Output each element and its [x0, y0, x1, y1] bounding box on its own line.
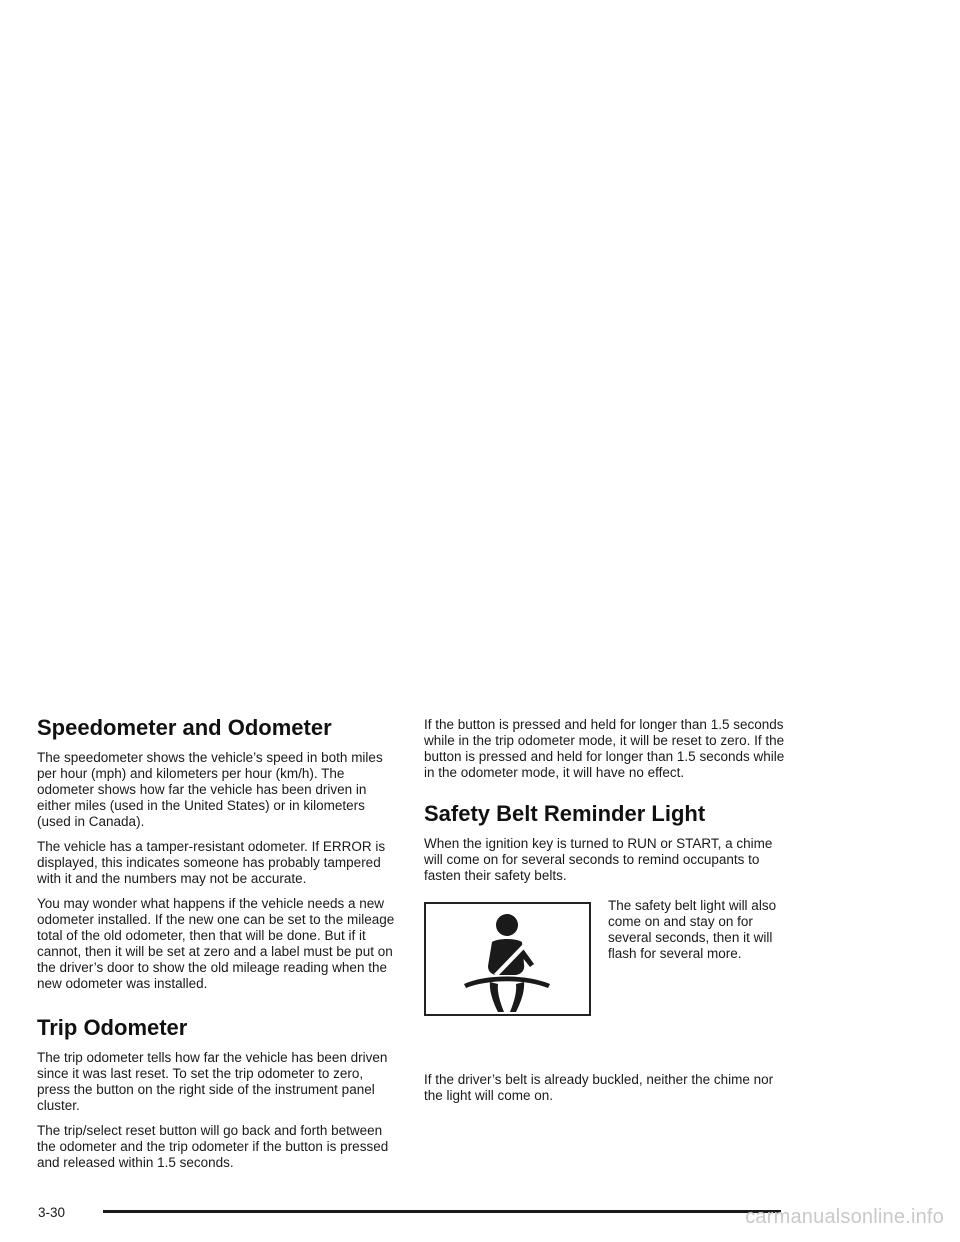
footer-divider — [103, 1210, 781, 1213]
speedometer-heading: Speedometer and Odometer — [37, 715, 332, 740]
speedometer-paragraph-3: You may wonder what happens if the vehicle needs a new odometer installed. If the new one can be set to the mileage total of the old odometer, then that will be done. But if it cannot, then it will be set at zero and a label must be put on the driver’s door to show the old mileage reading when the new odometer was installed. — [37, 896, 395, 991]
safety-belt-figure-block — [424, 898, 792, 1062]
page-number: 3-30 — [38, 1205, 66, 1220]
trip-odometer-heading: Trip Odometer — [37, 1015, 188, 1040]
speedometer-paragraph-2: The vehicle has a tamper-resistant odometer. If ERROR is displayed, this indicates someone has probably tampered with it and the numbers may not be accurate. — [37, 839, 386, 886]
seatbelt-icon — [426, 904, 589, 1014]
seatbelt-icon-frame — [424, 902, 591, 1016]
right-column — [424, 717, 792, 1113]
left-column — [37, 714, 399, 1180]
speedometer-paragraph-1: The speedometer shows the vehicle’s speed in both miles per hour (mph) and kilometers per hour (km/h). The odometer shows how far the vehicle has been driven in either miles (used in the United States) or in kilometers (used in Canada). — [37, 750, 383, 829]
trip-paragraph-1: The trip odometer tells how far the vehicle has been driven since it was last reset. To set the trip odometer to zero, press the button on the right side of the instrument panel cluster. — [37, 1050, 388, 1113]
safety-belt-heading: Safety Belt Reminder Light — [424, 801, 706, 826]
trip-paragraph-2: The trip/select reset button will go back and forth between the odometer and the trip odometer if the button is pressed and released within 1.5 seconds. — [37, 1123, 389, 1170]
safety-belt-paragraph-1: When the ignition key is turned to RUN or START, a chime will come on for several seconds to remind occupants to fasten their safety belts. — [424, 836, 773, 883]
trip-paragraph-3: If the button is pressed and held for longer than 1.5 seconds while in the trip odometer mode, it will be reset to zero. If the button is pressed and held for longer than 1.5 seconds while in the odometer mode, it will have no effect. — [424, 717, 785, 780]
safety-belt-paragraph-3: If the driver’s belt is already buckled, neither the chime nor the light will come on. — [424, 1072, 774, 1103]
watermark-text: carmanualsonline.info — [745, 1206, 944, 1228]
safety-belt-paragraph-2: The safety belt light will also come on and stay on for several seconds, then it will flash for several more. — [608, 898, 777, 961]
